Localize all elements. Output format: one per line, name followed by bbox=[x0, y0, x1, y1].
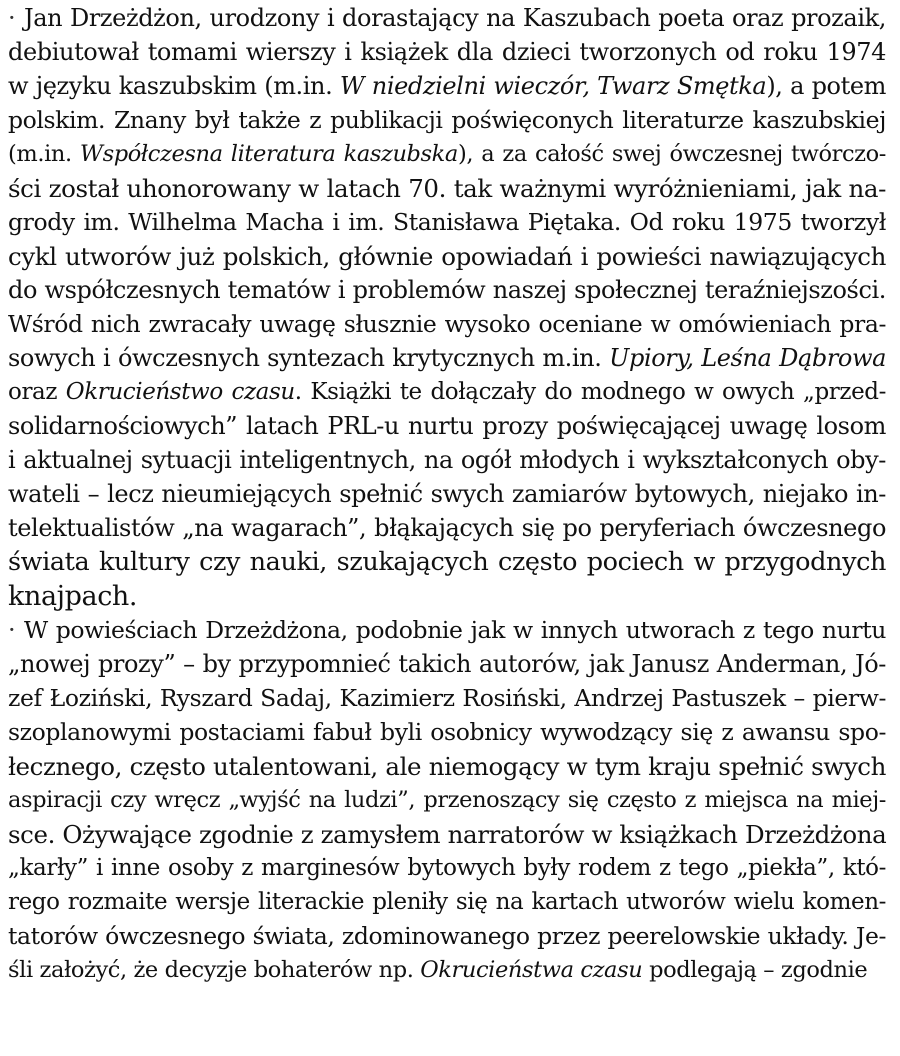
text-segment: szoplanowymi postaciami fabuł byli osobnicy wywodzący się z awansu spo- bbox=[8, 718, 886, 746]
text-segment: ści został uhonorowany w latach 70. tak ważnymi wyróżnieniami, jak na- bbox=[8, 174, 886, 203]
text-segment: śli założyć, że decyzje bohaterów np. bbox=[8, 957, 421, 983]
text-segment: ), a za całość swej ówczesnej twórczo- bbox=[457, 141, 886, 167]
text-segment: cykl utworów już polskich, głównie opowiadań i powieści nawiązujących bbox=[8, 242, 886, 271]
italic-title: Okrucieństwo czasu bbox=[65, 379, 295, 405]
text-line bbox=[8, 70, 886, 104]
text-segment: łecznego, często utalentowani, ale niemogący w tym kraju spełnić swych bbox=[8, 752, 886, 781]
text-line bbox=[8, 138, 886, 172]
text-line bbox=[8, 444, 886, 478]
text-line bbox=[8, 954, 886, 988]
text-line bbox=[8, 274, 886, 308]
text-segment: i aktualnej sytuacji inteligentnych, na ogół młodych i wykształconych oby- bbox=[8, 446, 886, 474]
text-segment: . Książki te dołączały do modnego w owych „przed- bbox=[294, 379, 887, 405]
italic-title: W niedzielni wieczór, Twarz Smętka bbox=[339, 72, 767, 100]
text-line bbox=[8, 682, 886, 716]
text-segment: knajpach. bbox=[8, 581, 138, 612]
italic-title: Okrucieństwa czasu bbox=[420, 957, 643, 983]
text-segment: do współczesnych tematów i problemów naszej społecznej teraźniejszości. bbox=[8, 276, 886, 304]
text-line bbox=[8, 648, 886, 682]
text-segment: W powieściach Drzeżdżona, podobnie jak w innych utworach z tego nurtu bbox=[24, 616, 886, 644]
italic-title: Współczesna literatura kaszubska bbox=[79, 141, 458, 167]
text-line bbox=[8, 784, 886, 818]
text-line bbox=[8, 342, 886, 376]
text-line bbox=[8, 36, 886, 70]
text-segment: polskim. Znany był także z publikacji poświęconych literaturze kaszubskiej bbox=[8, 106, 886, 134]
text-segment: tatorów ówczesnego świata, zdominowanego przez peerelowskie układy. Je- bbox=[8, 922, 886, 950]
text-segment: „karły” i inne osoby z marginesów bytowych były rodem z tego „piekła”, któ- bbox=[8, 855, 886, 881]
text-line bbox=[8, 240, 886, 274]
text-segment: świata kultury czy nauki, szukających często pociech w przygodnych bbox=[8, 547, 886, 577]
text-segment: sowych i ówczesnych syntezach krytycznych m.in. bbox=[8, 344, 610, 372]
text-line bbox=[8, 308, 886, 342]
text-segment: w języku kaszubskim (m.in. bbox=[8, 72, 340, 100]
text-line bbox=[8, 172, 886, 206]
text-segment: telektualistów „na wagarach”, błąkających się po peryferiach ówczesnego bbox=[8, 514, 886, 542]
text-segment: podlegają – zgodnie bbox=[642, 957, 868, 983]
text-segment: solidarnościowych” latach PRL-u nurtu prozy poświęcającej uwagę losom bbox=[8, 412, 886, 440]
text-segment: Jan Drzeżdżon, urodzony i dorastający na Kaszubach poeta oraz prozaik, bbox=[24, 4, 886, 32]
text-line bbox=[8, 410, 886, 444]
text-segment: rego rozmaite wersje literackie pleniły się na kartach utworów wielu komen- bbox=[8, 889, 886, 915]
text-line bbox=[8, 376, 886, 410]
text-line bbox=[8, 580, 886, 614]
paragraph-marker: · bbox=[8, 616, 16, 644]
text-line bbox=[8, 852, 886, 886]
text-segment: grody im. Wilhelma Macha i im. Stanisława Piętaka. Od roku 1975 tworzył bbox=[8, 208, 886, 236]
text-line bbox=[8, 886, 886, 920]
text-line bbox=[8, 2, 886, 36]
text-segment: „nowej prozy” – by przypomnieć takich autorów, jak Janusz Anderman, Jó- bbox=[8, 650, 886, 678]
text-line bbox=[8, 920, 886, 954]
text-segment: ), a potem bbox=[766, 72, 887, 100]
text-segment: wateli – lecz nieumiejących spełnić swych zamiarów bytowych, niejako in- bbox=[8, 480, 886, 508]
text-line bbox=[8, 478, 886, 512]
text-segment: oraz bbox=[8, 379, 66, 405]
paragraph-marker: · bbox=[8, 4, 16, 32]
text-line bbox=[8, 512, 886, 546]
text-line bbox=[8, 546, 886, 580]
text-line bbox=[8, 614, 886, 648]
text-line bbox=[8, 206, 886, 240]
text-segment: aspiracji czy wręcz „wyjść na ludzi”, przenoszący się często z miejsca na miej- bbox=[8, 787, 886, 813]
text-segment: sce. Ożywające zgodnie z zamysłem narratorów w książkach Drzeżdżona bbox=[8, 820, 887, 849]
italic-title: Upiory, Leśna Dąbrowa bbox=[609, 344, 886, 372]
text-line bbox=[8, 716, 886, 750]
text-segment: Wśród nich zwracały uwagę słusznie wysoko oceniane w omówieniach pra- bbox=[8, 310, 886, 338]
text-line bbox=[8, 104, 886, 138]
text-segment: (m.in. bbox=[8, 141, 80, 167]
text-segment: zef Łoziński, Ryszard Sadaj, Kazimierz Rosiński, Andrzej Pastuszek – pierw- bbox=[8, 684, 886, 712]
text-line bbox=[8, 750, 886, 784]
text-segment: debiutował tomami wierszy i książek dla dzieci tworzonych od roku 1974 bbox=[8, 38, 886, 66]
text-line bbox=[8, 818, 886, 852]
